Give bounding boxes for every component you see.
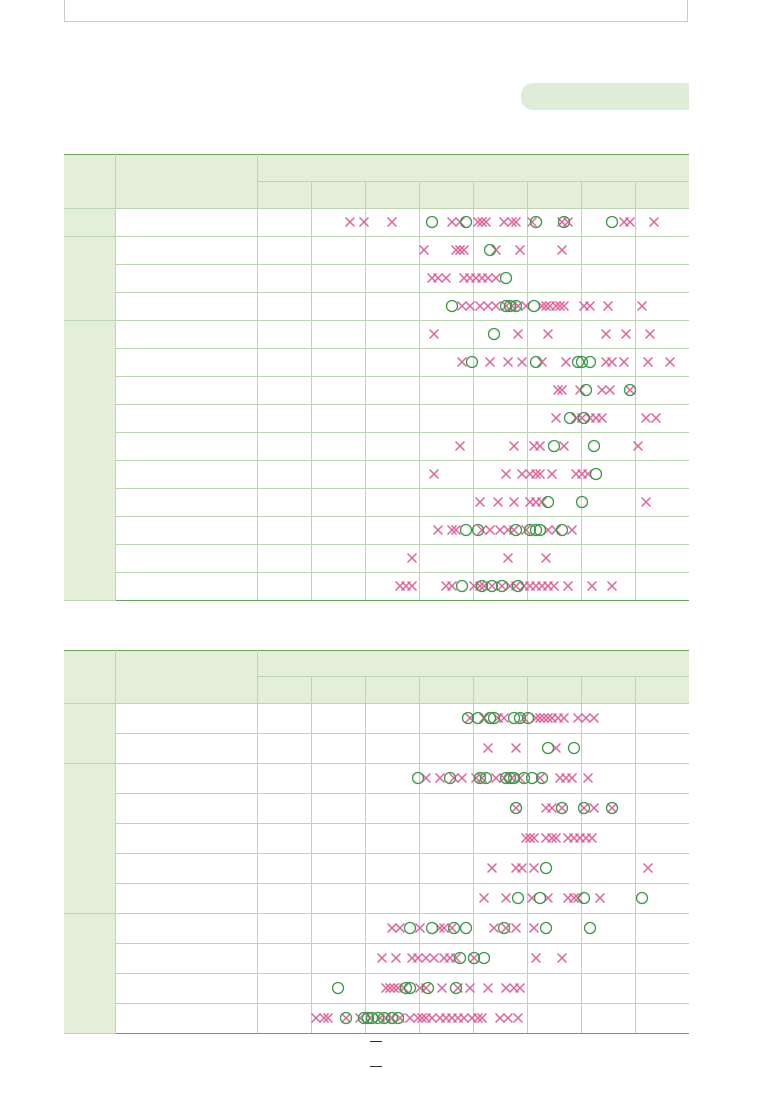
header-cell-bin [257, 677, 311, 704]
value-cell [365, 433, 419, 461]
value-cell [635, 489, 689, 517]
value-cell [365, 974, 419, 1004]
value-cell [527, 293, 581, 321]
value-cell [257, 545, 311, 573]
group-cell [64, 321, 115, 601]
table-row [64, 824, 689, 854]
value-cell [365, 237, 419, 265]
value-cell [419, 405, 473, 433]
section-tab [521, 83, 689, 110]
group-cell [64, 209, 115, 237]
row-label-cell [115, 944, 257, 974]
value-cell [581, 884, 635, 914]
value-cell [473, 884, 527, 914]
value-cell [365, 794, 419, 824]
row-label-cell [115, 265, 257, 293]
row-label-cell [115, 794, 257, 824]
value-cell [473, 349, 527, 377]
value-cell [257, 517, 311, 545]
value-cell [527, 944, 581, 974]
header-cell-bin [527, 182, 581, 209]
header-cell-range [257, 651, 689, 677]
value-cell [581, 405, 635, 433]
value-cell [581, 704, 635, 734]
value-cell [527, 764, 581, 794]
value-cell [311, 573, 365, 601]
value-cell [581, 265, 635, 293]
row-label-cell [115, 573, 257, 601]
value-cell [419, 349, 473, 377]
value-cell [635, 944, 689, 974]
table-row [64, 489, 689, 517]
value-cell [311, 377, 365, 405]
value-cell [365, 764, 419, 794]
value-cell [419, 764, 473, 794]
value-cell [473, 209, 527, 237]
value-cell [365, 517, 419, 545]
value-cell [473, 433, 527, 461]
value-cell [473, 944, 527, 974]
header-cell-bin [581, 182, 635, 209]
value-cell [527, 573, 581, 601]
value-cell [635, 209, 689, 237]
value-cell [257, 914, 311, 944]
value-cell [635, 237, 689, 265]
value-cell [635, 433, 689, 461]
value-cell [473, 704, 527, 734]
header-cell-range [257, 155, 689, 182]
value-cell [257, 237, 311, 265]
value-cell [419, 884, 473, 914]
value-cell [635, 704, 689, 734]
value-cell [311, 209, 365, 237]
value-cell [311, 321, 365, 349]
value-cell [581, 349, 635, 377]
value-cell [527, 321, 581, 349]
table-row [64, 377, 689, 405]
value-cell [365, 944, 419, 974]
table-row [64, 704, 689, 734]
table-row [64, 974, 689, 1004]
value-cell [311, 265, 365, 293]
table-row [64, 405, 689, 433]
header-cell-bin [635, 182, 689, 209]
value-cell [635, 854, 689, 884]
value-cell [311, 405, 365, 433]
value-cell [527, 377, 581, 405]
value-cell [527, 545, 581, 573]
header-cell-label [115, 155, 257, 209]
header-cell-bin [473, 182, 527, 209]
header-cell-bin [635, 677, 689, 704]
table-row [64, 237, 689, 265]
value-cell [527, 974, 581, 1004]
value-cell [581, 545, 635, 573]
value-cell [635, 321, 689, 349]
value-cell [419, 944, 473, 974]
value-cell [365, 293, 419, 321]
row-label-cell [115, 734, 257, 764]
value-cell [257, 293, 311, 321]
row-label-cell [115, 405, 257, 433]
row-label-cell [115, 854, 257, 884]
row-label-cell [115, 764, 257, 794]
value-cell [311, 794, 365, 824]
value-cell [311, 974, 365, 1004]
header-cell-bin [311, 182, 365, 209]
value-cell [527, 349, 581, 377]
results-table-1 [64, 154, 689, 601]
value-cell [311, 489, 365, 517]
value-cell [635, 293, 689, 321]
header-cell-bin [311, 677, 365, 704]
table-row [64, 854, 689, 884]
value-cell [635, 461, 689, 489]
value-cell [473, 1004, 527, 1034]
value-cell [581, 1004, 635, 1034]
value-cell [365, 734, 419, 764]
value-cell [311, 237, 365, 265]
value-cell [527, 794, 581, 824]
value-cell [419, 237, 473, 265]
value-cell [527, 461, 581, 489]
results-table-2 [64, 650, 689, 1034]
header-cell-bin [365, 677, 419, 704]
value-cell [311, 944, 365, 974]
value-cell [365, 377, 419, 405]
value-cell [257, 405, 311, 433]
value-cell [527, 824, 581, 854]
value-cell [419, 854, 473, 884]
value-cell [473, 794, 527, 824]
value-cell [311, 884, 365, 914]
table-row [64, 734, 689, 764]
value-cell [311, 764, 365, 794]
row-label-cell [115, 1004, 257, 1034]
dash-mark [370, 1041, 382, 1042]
value-cell [365, 405, 419, 433]
header-row [64, 155, 689, 182]
table-row [64, 517, 689, 545]
value-cell [419, 794, 473, 824]
value-cell [419, 914, 473, 944]
value-cell [581, 854, 635, 884]
value-cell [527, 734, 581, 764]
value-cell [527, 489, 581, 517]
value-cell [635, 734, 689, 764]
header-cell-bin [581, 677, 635, 704]
table-row [64, 209, 689, 237]
value-cell [581, 321, 635, 349]
value-cell [257, 489, 311, 517]
value-cell [527, 433, 581, 461]
value-cell [419, 517, 473, 545]
value-cell [311, 914, 365, 944]
value-cell [257, 794, 311, 824]
value-cell [419, 824, 473, 854]
value-cell [419, 704, 473, 734]
value-cell [257, 321, 311, 349]
value-cell [635, 517, 689, 545]
value-cell [257, 377, 311, 405]
value-cell [527, 405, 581, 433]
row-label-cell [115, 974, 257, 1004]
value-cell [311, 433, 365, 461]
value-cell [419, 461, 473, 489]
value-cell [635, 405, 689, 433]
row-label-cell [115, 824, 257, 854]
row-label-cell [115, 377, 257, 405]
value-cell [527, 704, 581, 734]
value-cell [473, 517, 527, 545]
row-label-cell [115, 293, 257, 321]
value-cell [581, 734, 635, 764]
header-cell-bin [419, 182, 473, 209]
header-row [64, 651, 689, 677]
value-cell [257, 433, 311, 461]
value-cell [419, 321, 473, 349]
row-label-cell [115, 914, 257, 944]
row-label-cell [115, 433, 257, 461]
value-cell [635, 1004, 689, 1034]
value-cell [365, 349, 419, 377]
value-cell [635, 545, 689, 573]
table-row [64, 321, 689, 349]
value-cell [419, 265, 473, 293]
value-cell [311, 545, 365, 573]
value-cell [365, 461, 419, 489]
value-cell [527, 265, 581, 293]
value-cell [365, 914, 419, 944]
value-cell [311, 854, 365, 884]
value-cell [365, 824, 419, 854]
value-cell [581, 914, 635, 944]
row-label-cell [115, 349, 257, 377]
value-cell [257, 764, 311, 794]
value-cell [311, 349, 365, 377]
value-cell [473, 237, 527, 265]
row-label-cell [115, 321, 257, 349]
value-cell [257, 265, 311, 293]
value-cell [473, 974, 527, 1004]
value-cell [419, 433, 473, 461]
value-cell [473, 265, 527, 293]
value-cell [311, 734, 365, 764]
row-label-cell [115, 209, 257, 237]
value-cell [635, 377, 689, 405]
row-label-cell [115, 884, 257, 914]
value-cell [365, 489, 419, 517]
value-cell [635, 349, 689, 377]
value-cell [257, 824, 311, 854]
value-cell [473, 914, 527, 944]
header-cell-group [64, 651, 115, 704]
value-cell [365, 884, 419, 914]
value-cell [581, 433, 635, 461]
table-row [64, 433, 689, 461]
value-cell [635, 974, 689, 1004]
row-label-cell [115, 517, 257, 545]
value-cell [419, 1004, 473, 1034]
value-cell [311, 517, 365, 545]
value-cell [473, 545, 527, 573]
row-label-cell [115, 237, 257, 265]
value-cell [419, 377, 473, 405]
value-cell [527, 854, 581, 884]
value-cell [257, 944, 311, 974]
value-cell [311, 1004, 365, 1034]
group-cell [64, 237, 115, 321]
value-cell [419, 734, 473, 764]
top-frame [64, 0, 688, 22]
table-row [64, 944, 689, 974]
value-cell [257, 974, 311, 1004]
value-cell [257, 884, 311, 914]
value-cell [419, 489, 473, 517]
row-label-cell [115, 461, 257, 489]
value-cell [473, 461, 527, 489]
value-cell [473, 734, 527, 764]
value-cell [473, 405, 527, 433]
value-cell [581, 237, 635, 265]
value-cell [257, 854, 311, 884]
value-cell [581, 377, 635, 405]
table-row [64, 1004, 689, 1034]
value-cell [311, 824, 365, 854]
value-cell [311, 461, 365, 489]
header-cell-label [115, 651, 257, 704]
table-row [64, 293, 689, 321]
value-cell [473, 764, 527, 794]
value-cell [473, 489, 527, 517]
group-cell [64, 764, 115, 914]
value-cell [257, 573, 311, 601]
row-label-cell [115, 545, 257, 573]
value-cell [581, 293, 635, 321]
header-cell-bin [365, 182, 419, 209]
value-cell [365, 265, 419, 293]
header-cell-bin [473, 677, 527, 704]
value-cell [419, 545, 473, 573]
value-cell [257, 209, 311, 237]
value-cell [527, 517, 581, 545]
value-cell [581, 209, 635, 237]
group-cell [64, 704, 115, 764]
value-cell [635, 914, 689, 944]
header-cell-group [64, 155, 115, 209]
value-cell [257, 734, 311, 764]
table-row [64, 764, 689, 794]
value-cell [419, 209, 473, 237]
value-cell [473, 573, 527, 601]
table-row [64, 914, 689, 944]
value-cell [527, 914, 581, 944]
table-row [64, 573, 689, 601]
value-cell [365, 209, 419, 237]
value-cell [581, 573, 635, 601]
value-cell [635, 573, 689, 601]
value-cell [257, 461, 311, 489]
value-cell [311, 293, 365, 321]
value-cell [581, 944, 635, 974]
table-row [64, 545, 689, 573]
value-cell [419, 573, 473, 601]
header-cell-bin [527, 677, 581, 704]
table-row [64, 794, 689, 824]
value-cell [365, 704, 419, 734]
table-row [64, 884, 689, 914]
value-cell [581, 824, 635, 854]
dash-mark [370, 1066, 382, 1067]
value-cell [635, 794, 689, 824]
table-row [64, 265, 689, 293]
value-cell [365, 573, 419, 601]
value-cell [527, 237, 581, 265]
value-cell [473, 293, 527, 321]
value-cell [365, 545, 419, 573]
value-cell [473, 854, 527, 884]
value-cell [581, 489, 635, 517]
value-cell [257, 704, 311, 734]
table-row [64, 349, 689, 377]
value-cell [311, 704, 365, 734]
value-cell [473, 824, 527, 854]
header-cell-bin [257, 182, 311, 209]
value-cell [527, 884, 581, 914]
value-cell [365, 854, 419, 884]
row-label-cell [115, 704, 257, 734]
value-cell [635, 824, 689, 854]
group-cell [64, 914, 115, 1034]
value-cell [419, 293, 473, 321]
table-row [64, 461, 689, 489]
value-cell [635, 884, 689, 914]
value-cell [581, 764, 635, 794]
value-cell [473, 321, 527, 349]
value-cell [635, 764, 689, 794]
value-cell [419, 974, 473, 1004]
value-cell [365, 1004, 419, 1034]
value-cell [257, 349, 311, 377]
value-cell [527, 1004, 581, 1034]
value-cell [581, 517, 635, 545]
value-cell [581, 794, 635, 824]
value-cell [473, 377, 527, 405]
value-cell [635, 265, 689, 293]
value-cell [581, 461, 635, 489]
row-label-cell [115, 489, 257, 517]
value-cell [365, 321, 419, 349]
value-cell [257, 1004, 311, 1034]
value-cell [527, 209, 581, 237]
header-cell-bin [419, 677, 473, 704]
value-cell [581, 974, 635, 1004]
